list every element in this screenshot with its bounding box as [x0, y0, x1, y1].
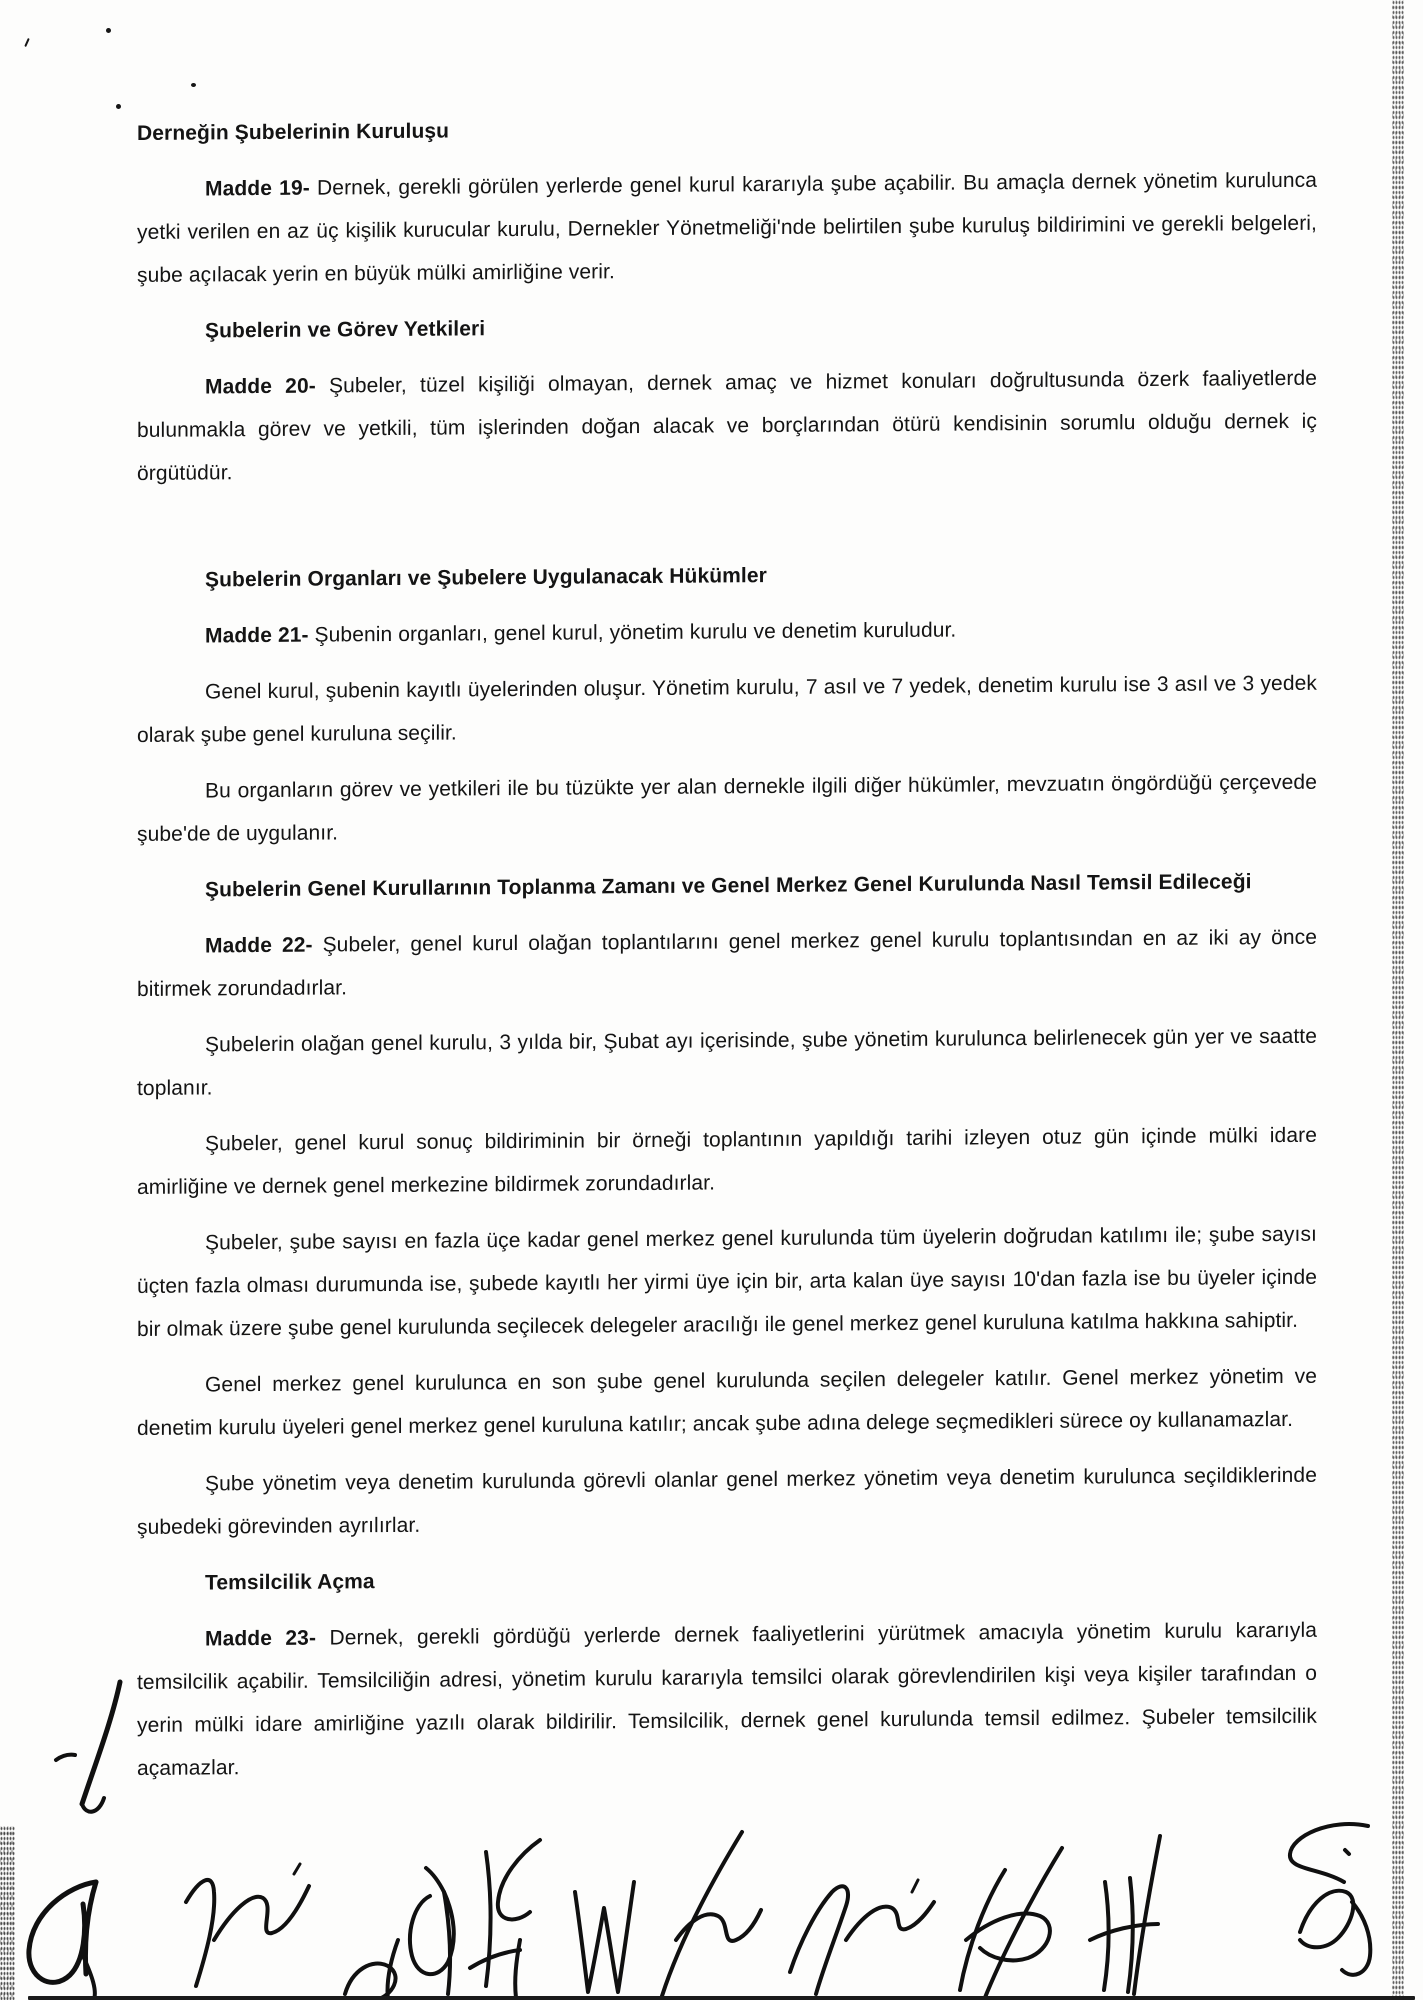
- section-heading: Temsilcilik Açma: [205, 1570, 375, 1595]
- scan-edge-noise-left: [0, 1826, 15, 2000]
- paragraph: Genel kurul, şubenin kayıtlı üyelerinden oluşur. Yönetim kurulu, 7 asıl ve 7 yedek, denetim kurulu ise 3 asıl ve 3 yedek olarak şube genel kuruluna seçilir.: [137, 671, 1317, 747]
- signature: [790, 1880, 934, 1994]
- paragraph: [137, 159, 1317, 297]
- paragraph: Bu organların görev ve yetkileri ile bu tüzükte yer alan dernekle ilgili diğer hükümler, mevzuatın öngördüğü çerçevede şube'de de uygulanır.: [137, 770, 1317, 846]
- scan-edge-noise-right: [1392, 0, 1404, 2000]
- signature: [1290, 1824, 1370, 1975]
- paragraph: [137, 916, 1317, 1011]
- paragraph: Genel merkez genel kurulunca en son şube genel kurulunda seçilen delegeler katılır. Genel merkez yönetim ve denetim kurulu üyeleri genel merkez genel kuruluna katılır; ancak şube adına delege seçmedikleri sürece oy kullanamazlar.: [137, 1364, 1317, 1440]
- article-number: Madde 22-: [205, 933, 313, 958]
- signature: [29, 1882, 96, 2000]
- paragraph-text: Şubeler, tüzel kişiliği olmayan, dernek amaç ve hizmet konuları doğrultusunda özerk faaliyetlerde bulunmakla görev ve yetkili, tüm işlerinden doğan alacak ve borçlarından ötürü kendisinin sorumlu olduğu dernek iç örgütüdür.: [137, 366, 1318, 485]
- article-number: Madde 23-: [205, 1626, 317, 1651]
- section-heading: Şubelerin Genel Kurullarının Toplanma Zamanı ve Genel Merkez Genel Kurulunda Nasıl Temsil Edileceği: [205, 870, 1252, 902]
- signature: [470, 1840, 540, 1998]
- signature: [575, 1882, 634, 1992]
- paragraph: [137, 357, 1317, 495]
- signature: [410, 1868, 454, 1994]
- scan-speck-tick: [24, 38, 29, 47]
- section-heading: Şubelerin Organları ve Şubelere Uygulanacak Hükümler: [205, 564, 767, 592]
- paragraph: [137, 606, 1317, 658]
- signature: [662, 1832, 761, 1996]
- section-heading: Derneğin Şubelerinin Kuruluşu: [137, 119, 450, 145]
- signature: [345, 1940, 398, 2000]
- paragraph-text: Dernek, gerekli görülen yerlerde genel kurul kararıyla şube açabilir. Bu amaçla dernek yönetim kurulunca yetki verilen en az üç kişilik kurucular kurulu, Dernekler Yönetmeliği'nde belirtilen şube kuruluş bildirimini ve gerekli belgeleri, şube açılacak yerin en büyük mülki amirliğine verir.: [137, 168, 1318, 287]
- article-number: Madde 20-: [205, 374, 316, 399]
- article-number: Madde 21-: [205, 623, 309, 648]
- signature: [1090, 1836, 1160, 1994]
- scan-speck-dot: [106, 28, 111, 33]
- paragraph: Şubelerin olağan genel kurulu, 3 yılda bir, Şubat ayı içerisinde, şube yönetim kurulunca belirlenecek gün yer ve saatte toplanır.: [137, 1024, 1317, 1100]
- section-heading: Şubelerin ve Görev Yetkileri: [205, 317, 486, 343]
- paragraph: Şube yönetim veya denetim kurulunda görevli olanlar genel merkez yönetim veya denetim kurulunca seçildiklerinde şubedeki görevinden ayrılırlar.: [137, 1463, 1317, 1539]
- scan-edge-line-bottom: [28, 1996, 1415, 2000]
- paragraph: Şubeler, genel kurul sonuç bildiriminin bir örneği toplantının yapıldığı tarihi izleyen otuz gün içinde mülki idare amirliğine ve dernek genel merkezine bildirmek zorundadırlar.: [137, 1123, 1317, 1199]
- signature-check-stroke: [56, 1682, 120, 1812]
- paragraph: [137, 1609, 1317, 1790]
- paragraph: Şubeler, şube sayısı en fazla üçe kadar genel merkez genel kurulunda tüm üyelerin doğrudan katılımı ile; şube sayısı üçten fazla olması durumunda ise, şubede kayıtlı her yirmi üye için bir, arta kalan üye sayısı 10'dan fazla ise bu üyeler içinde bir olmak üzere şube genel kurulunda seçilecek delegeler aracılığı ile genel merkez genel kuruluna katılma hakkına sahiptir.: [137, 1222, 1317, 1341]
- paragraph-text: Dernek, gerekli gördüğü yerlerde dernek faaliyetlerini yürütmek amacıyla yönetim kurulu kararıyla temsilcilik açabilir. Temsilciliğin adresi, yönetim kurulu kararıyla temsilci olarak görevlendirilen kişi veya kişiler tarafından o yerin mülki idare amirliğine yazılı olarak bildirilir. Temsilcilik, dernek genel kurulunda temsil edilmez. Şubeler temsilcilik açamazlar.: [137, 1618, 1318, 1780]
- document-sections: [137, 103, 1317, 1790]
- paragraph-text: Şubenin organları, genel kurul, yönetim kurulu ve denetim kuruludur.: [314, 618, 957, 647]
- scan-speck-dot: [116, 104, 121, 109]
- scan-speck-dot: [191, 83, 196, 87]
- article-number: Madde 19-: [205, 176, 310, 201]
- signature: [960, 1848, 1062, 2000]
- signature: [186, 1864, 309, 1986]
- paragraph-text: Şubeler, genel kurul olağan toplantılarını genel merkez genel kurulu toplantısından en az iki ay önce bitirmek zorundadırlar.: [137, 925, 1318, 1001]
